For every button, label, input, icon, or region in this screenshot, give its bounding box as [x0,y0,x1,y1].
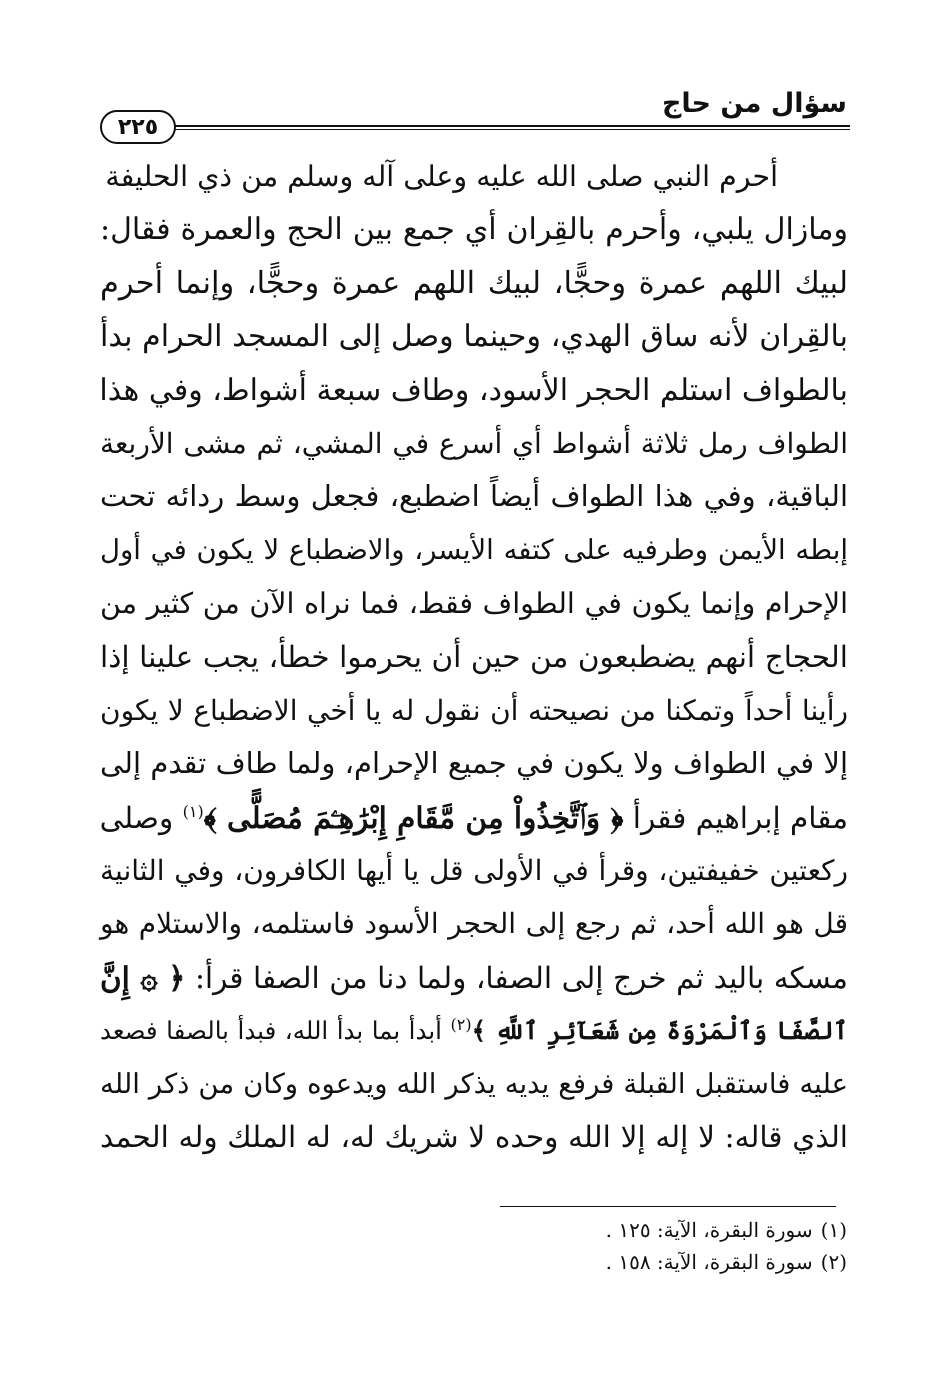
text-line: بالقِران لأنه ساق الهدي، وحينما وصل إلى المسجد الحرام بدأ [100,319,848,355]
page-number-badge [100,110,176,144]
quran-verse: ٱلصَّفَا وَٱلْمَرْوَةَ مِن شَعَآئِرِ ٱللَّهِ ﴾ [471,1016,849,1046]
text-line: الذي قاله: لا إله إلا الله وحده لا شريك له، له الملك وله الحمد [100,1120,848,1155]
page-number: ٢٢٥ [117,114,159,140]
text-line: الحجاج أنهم يضطبعون من حين أن يحرموا خطأ، يجب علينا إذا [100,639,848,674]
footnote-ref: (٢) [450,1015,472,1035]
text-line-with-quran [100,791,848,844]
text-segment: أبدأ بما بدأ الله، فبدأ بالصفا فصعد [100,1016,442,1046]
quran-verse: ﴿ ۞ إِنَّ [100,959,186,995]
text-line: ومازال يلبي، وأحرم بالقِران أي جمع بين الحج والعمرة فقال: [100,212,848,248]
footnote-text: سورة البقرة، الآية: ١٥٨ . [605,1250,813,1274]
quran-verse: ﴿ وَٱتَّخِذُواْ مِن مَّقَامِ إِبْرَٰهِـۧمَ مُصَلًّى ﴾ [203,799,624,835]
footnote [606,1246,847,1278]
footnote-text: سورة البقرة، الآية: ١٢٥ . [605,1218,813,1242]
text-line: عليه فاستقبل القبلة فرفع يديه يذكر الله ويدعوه وكان من ذكر الله [100,1067,848,1100]
text-line: الطواف رمل ثلاثة أشواط أي أسرع في المشي، ثم مشى الأربعة [100,426,848,460]
text-line: لبيك اللهم عمرة وحجًّا، لبيك اللهم عمرة وحجًّا، وإنما أحرم [100,265,848,301]
text-segment: مقام إبراهيم فقرأ [632,800,848,835]
text-line-with-quran [100,1004,848,1057]
text-line: الإحرام وإنما يكون في الطواف فقط، فما نراه الآن من كثير من [100,587,848,621]
text-line: الباقية، وفي هذا الطواف أيضاً اضطبع، فجعل وسط ردائه تحت [100,479,848,514]
footnotes [606,1214,847,1278]
text-line: بالطواف استلم الحجر الأسود، وطاف سبعة أشواط، وفي هذا [99,372,848,408]
text-line: قل هو الله أحد، ثم رجع إلى الحجر الأسود فاستلمه، والاستلام هو [100,907,848,941]
text-line: رأينا أحداً وتمكنا من نصيحته أن نقول له يا أخي الاضطباع لا يكون [100,693,848,727]
footnote-number: (٢) [820,1250,847,1274]
footnote-number: (١) [820,1218,847,1242]
running-title: سؤال من حاج [661,88,847,119]
text-line-with-quran [100,951,848,1004]
text-line: إبطه الأيمن وطرفيه على كتفه الأيسر، والاضطباع لا يكون في أول [100,533,848,566]
text-line: أحرم النبي صلى الله عليه وعلى آله وسلم من ذي الحليفة [105,160,778,193]
text-segment: مسكه باليد ثم خرج إلى الصفا، ولما دنا من الصفا قرأ: [194,960,848,995]
text-line: ركعتين خفيفتين، وقرأ في الأولى قل يا أيها الكافرون، وفي الثانية [100,854,848,888]
text-segment: وصلى [99,800,174,835]
body-text [100,150,848,1164]
footnote-rule [500,1206,836,1207]
footnote-ref: (١) [182,801,204,821]
text-line: إلا في الطواف ولا يكون في جميع الإحرام، ولما طاف تقدم إلى [100,746,848,781]
header-rule [170,125,850,130]
footnote [606,1214,847,1246]
